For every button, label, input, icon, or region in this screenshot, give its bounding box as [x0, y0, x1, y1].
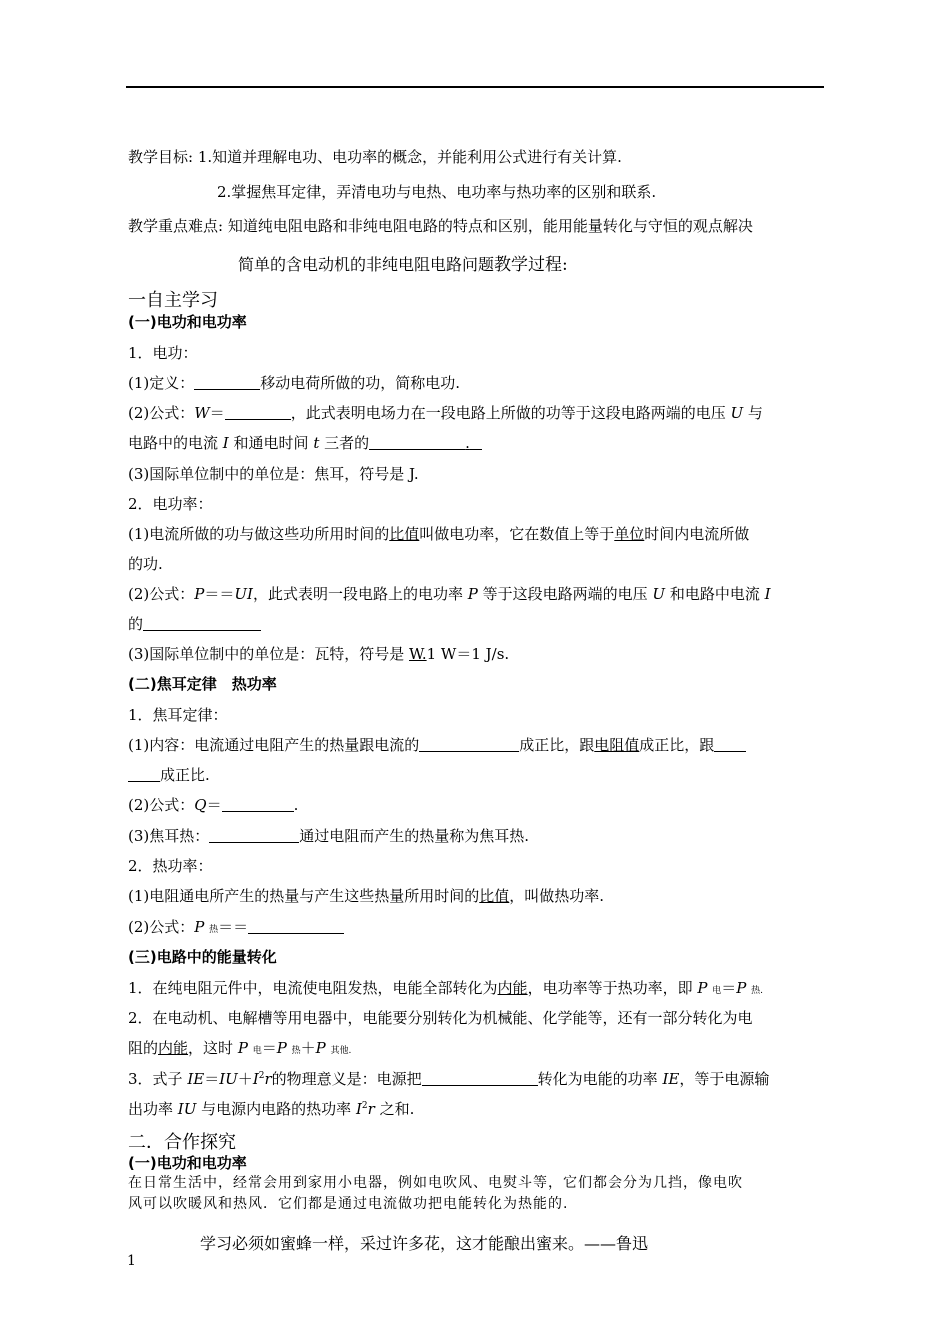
process-label: 教学过程: — [494, 255, 568, 275]
text-line: (3)焦耳热： 通过电阻而产生的热量称为焦耳热. — [128, 827, 530, 845]
text-line: 阻的内能，这时 P 电＝P 热＋P 其他. — [128, 1039, 352, 1057]
fill-blank[interactable] — [222, 797, 294, 812]
text-line: (2)公式：P＝＝UI，此式表明一段电路上的电功率 P 等于这段电路两端的电压 U 和电路中电流 I — [128, 585, 771, 603]
text-line: 出功率 IU 与电源内电路的热功率 $I^2r$ 之和. — [128, 1100, 415, 1118]
text-line: 电路中的电流 I 和通电时间 t 三者的 . — [128, 432, 482, 453]
section-2-title: 二．合作探究 — [128, 1132, 236, 1153]
section-1-sub-3: (三)电路中的能量转化 — [128, 948, 277, 966]
text-line: (1)定义： 移动电荷所做的功，简称电功. — [128, 374, 461, 392]
text-line: 3．式子 $IE=IU+I^2r$的物理意义是：电源把 转化为电能的功率 IE，等于电源输 — [128, 1070, 770, 1088]
fill-blank[interactable] — [209, 828, 299, 843]
fill-blank[interactable] — [714, 737, 746, 752]
goal-2: 2.掌握焦耳定律，弄清电功与电热、电功率与热功率的区别和联系. — [217, 183, 657, 201]
text-line: 在日常生活中，经常会用到家用小电器，例如电吹风、电熨斗等，它们都会分为几挡，像电吹 — [128, 1175, 743, 1191]
goals-label: 教学目标: — [128, 148, 194, 166]
key-points-label: 教学重点难点: — [128, 217, 224, 235]
fill-blank[interactable] — [225, 405, 291, 420]
text-line: 1．电功： — [128, 344, 198, 362]
page-number: 1 — [127, 1253, 136, 1269]
fill-blank[interactable] — [194, 375, 260, 390]
text-line: (3)国际单位制中的单位是：瓦特，符号是 W.1 W＝1 J/s. — [128, 645, 510, 663]
text-line: (1)电流所做的功与做这些功所用时间的比值叫做电功率，它在数值上等于单位时间内电流所做 — [128, 525, 750, 543]
goal-1: 1.知道并理解电功、电功率的概念，并能利用公式进行有关计算. — [197, 148, 622, 166]
text-line: 2．在电动机、电解槽等用电器中，电能要分别转化为机械能、化学能等，还有一部分转化为电 — [128, 1009, 753, 1027]
text-line: (2)公式：W＝ ，此式表明电场力在一段电路上所做的功等于这段电路两端的电压 U 与 — [128, 404, 763, 422]
text-line: 成正比. — [128, 764, 210, 785]
fill-blank[interactable] — [422, 1071, 538, 1086]
fill-blank[interactable] — [248, 919, 344, 934]
section-1-sub-1: (一)电功和电功率 — [128, 313, 247, 331]
section-1-sub-2: (二)焦耳定律 热功率 — [128, 675, 277, 693]
text-line: (3)国际单位制中的单位是：焦耳，符号是 J. — [128, 465, 419, 483]
fill-blank[interactable] — [143, 616, 261, 631]
key-points-line-1: 教学重点难点: 知道纯电阻电路和非纯电阻电路的特点和区别，能用能量转化与守恒的观点解决 — [128, 217, 753, 235]
text-line: (1)电阻通电所产生的热量与产生这些热量所用时间的比值，叫做热功率. — [128, 887, 605, 905]
fill-blank[interactable] — [369, 435, 465, 450]
text-line: 2．热功率： — [128, 857, 213, 875]
text-line: 1．焦耳定律： — [128, 706, 228, 724]
fill-blank[interactable] — [419, 737, 519, 752]
text-line: 风可以吹暖风和热风．它们都是通过电流做功把电能转化为热能的. — [128, 1196, 569, 1212]
text-line: (2)公式：Q＝ . — [128, 796, 299, 814]
section-1-title: 一自主学习 — [128, 290, 218, 311]
goal-line-2 — [217, 181, 656, 202]
text-line: 的 — [128, 613, 261, 634]
text-line: 的功. — [128, 555, 163, 573]
text-line: 1．在纯电阻元件中，电流使电阻发热，电能全部转化为内能，电功率等于热功率，即 P 电＝P 热. — [128, 979, 764, 997]
goal-line-1 — [128, 146, 622, 167]
text-line: (2)公式：P 热＝＝ — [128, 916, 344, 937]
header-rule — [126, 86, 824, 88]
key-points-line-2: 简单的含电动机的非纯电阻电路问题教学过程: — [238, 255, 568, 275]
section-2-sub-1: (一)电功和电功率 — [128, 1154, 247, 1172]
text-line: 2．电功率： — [128, 495, 213, 513]
text-line: (1)内容：电流通过电阻产生的热量跟电流的 成正比，跟电阻值成正比，跟 — [128, 734, 746, 755]
footer-quote: 学习必须如蜜蜂一样，采过许多花，这才能酿出蜜来。——鲁迅 — [200, 1234, 649, 1253]
